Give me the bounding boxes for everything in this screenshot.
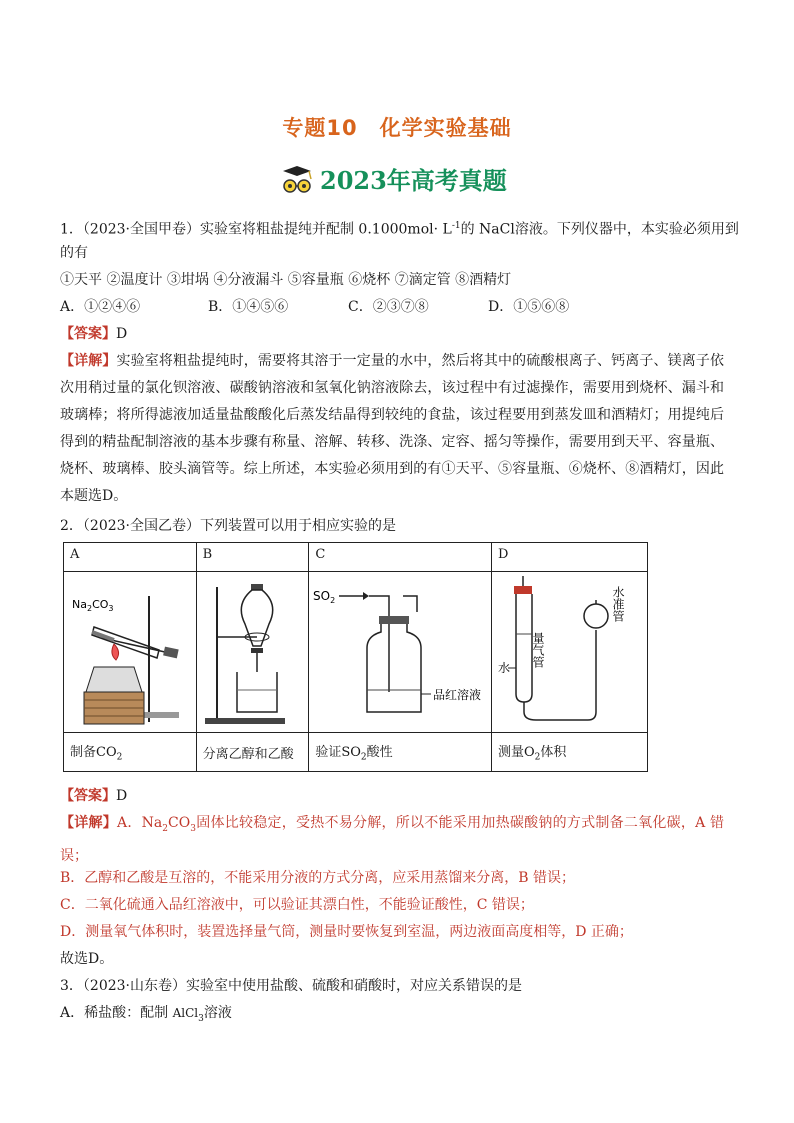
q2-table — [63, 542, 648, 772]
label-d: 测量$O_2$体积 — [492, 733, 648, 772]
mascot-logo-icon — [275, 160, 319, 200]
label-c: 验证$SO_2$酸性 — [309, 733, 492, 772]
detail-text: 实验室将粗盐提纯时，需要将其溶于一定量的水中，然后将其中的硫酸根离子、钙离子、镁离子依次用稍过量的氯化钡溶液、碳酸钠溶液和氢氧化钠溶液除去，该过程中有过滤操作，需要用到烧杯、漏斗和玻璃棒；将所得滤液加适量盐酸酸化后蒸发结晶得到较纯的食盐，该过程要用到蒸发皿和酒精灯；用提纯后得到的精盐配制溶液的基本步骤有称量、溶解、转移、洗涤、定容、摇匀等操作，需要用到天平、容量瓶、烧杯、玻璃棒、胶头滴管等。综上所述，本实验必须用到的有①天平、⑤容量瓶、⑥烧杯、⑧酒精灯，因此本题选D。 — [60, 353, 725, 504]
section-banner — [275, 160, 545, 200]
fig-c-solution-label: 品红溶液 — [433, 688, 482, 702]
label-a: 制备$CO_2$ — [64, 733, 197, 772]
gas-burette-figure — [492, 572, 647, 728]
label-b: 分离乙醇和乙酸 — [196, 733, 309, 772]
answer-value: D — [116, 788, 128, 804]
col-c-header: C — [309, 543, 492, 572]
q1-items: ①天平 ②温度计 ③坩埚 ④分液漏斗 ⑤容量瓶 ⑥烧杯 ⑦滴定管 ⑧酒精灯 — [60, 272, 512, 288]
apparatus-d — [492, 572, 648, 733]
q3-option-a: A．稀盐酸：配制 AlCl$_3$溶液 — [60, 1005, 232, 1024]
q1-stem-part1: 1．（2023·全国甲卷）实验室将粗盐提纯并配制 0.1000mol· L — [60, 221, 452, 238]
fig-d-water-label: 水 — [498, 661, 511, 675]
q1-stem-sup: -1 — [451, 221, 461, 231]
q1-answer — [60, 324, 740, 344]
q2-detail-c: C．二氧化硫通入品红溶液中，可以验证其漂白性，不能验证酸性，C 错误； — [60, 897, 534, 913]
detail-tag: 【详解】 — [60, 353, 117, 369]
q1-option-c: C．②③⑦⑧ — [348, 299, 429, 315]
fig-d-burette-label: 量气管 — [531, 632, 545, 668]
q1-stem-part2: 的 NaCl溶液。下列仪器中，本实验必须用到 — [460, 221, 739, 238]
q2-detail-b: B．乙醇和乙酸是互溶的，不能采用分液的方式分离，应采用蒸馏来分离，B 错误； — [60, 870, 576, 886]
heating-apparatus-figure — [64, 572, 189, 728]
answer-value: D — [116, 326, 128, 342]
apparatus-b — [196, 572, 309, 733]
q2-detail-a: 【详解】A．$Na_2CO_3$固体比较稳定，受热不易分解，所以不能采用加热碳酸钠的方式制备二氧化碳，A 错误； — [60, 815, 725, 864]
apparatus-a — [64, 572, 197, 733]
q1-stem-cont: 的有 — [60, 245, 88, 261]
answer-tag: 【答案】 — [60, 788, 116, 804]
q2-conclusion: 故选D。 — [60, 951, 114, 967]
fig-d-leveling-label: 水准管 — [611, 586, 625, 622]
q3-stem: 3．（2023·山东卷）实验室中使用盐酸、硫酸和硝酸时，对应关系错误的是 — [60, 978, 522, 994]
separatory-funnel-figure — [197, 572, 302, 728]
answer-tag: 【答案】 — [60, 326, 116, 342]
q2-stem: 2．（2023·全国乙卷）下列装置可以用于相应实验的是 — [60, 518, 396, 534]
q1-option-b: B．①④⑤⑥ — [208, 299, 289, 315]
col-d-header: D — [492, 543, 648, 572]
fig-a-chem-label: $Na_2CO_3$ — [72, 598, 114, 613]
apparatus-c — [309, 572, 492, 733]
q2-detail-d: D．测量氧气体积时，装置选择量气筒，测量时要恢复到室温，两边液面高度相等，D 正确； — [60, 924, 633, 940]
col-a-header: A — [64, 543, 197, 572]
q1-option-a: A．①②④⑥ — [60, 299, 141, 315]
q2-answer — [60, 786, 740, 806]
col-b-header: B — [196, 543, 309, 572]
q1-option-d: D．①⑤⑥⑧ — [488, 299, 570, 315]
gas-washing-bottle-figure — [309, 572, 484, 728]
q1-detail — [60, 348, 724, 510]
banner-year-label: 2023年高考真题 — [320, 166, 507, 195]
fig-c-gas-label: $SO_2$ — [313, 589, 336, 605]
q1-stem — [60, 216, 740, 240]
detail-tag: 【详解】 — [60, 815, 118, 831]
page-title: 专题10 化学实验基础 — [282, 116, 512, 140]
